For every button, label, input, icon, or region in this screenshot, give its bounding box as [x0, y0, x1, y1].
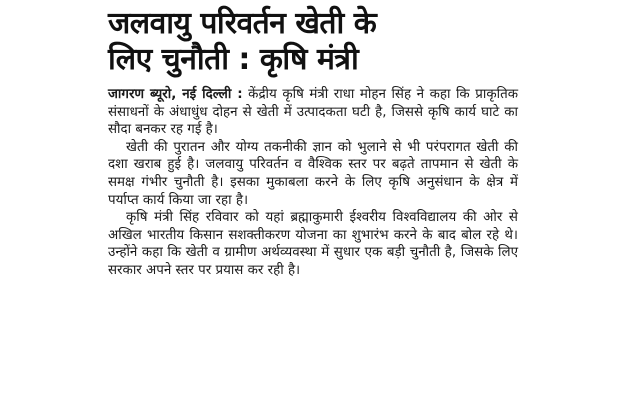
- paragraph-1-text: केंद्रीय कृषि मंत्री राधा मोहन सिंह ने कहा कि प्राकृतिक संसाधनों के अंधाधुंध दोहन से खेती में उत्पादकता घटी है, जिससे कृषि कार्य घाटे का सौदा बनकर रह गई है।: [108, 87, 518, 138]
- headline: [108, 6, 518, 78]
- paragraph-3: कृषि मंत्री सिंह रविवार को यहां ब्रह्माकुमारी ईश्वरीय विश्वविद्यालय की ओर से अखिल भारतीय किसान सशक्तीकरण योजना का शुभारंभ करने के बाद बोल रहे थे। उन्होंने कहा कि खेती व ग्रामीण अर्थव्यवस्था में सुधार एक बड़ी चुनौती है, जिसके लिए सरकार अपने स्तर पर प्रयास कर रही है।: [108, 210, 518, 278]
- paragraph-2: खेती की पुरातन और योग्य तकनीकी ज्ञान को भुलाने से भी परंपरागत खेती की दशा खराब हुई है। जलवायु परिवर्तन व वैश्विक स्तर पर बढ़ते तापमान से खेती के समक्ष गंभीर चुनौती है। इसका मुकाबला करने के लिए कृषि अनुसंधान के क्षेत्र में पर्याप्त कार्य किया जा रहा है।: [108, 139, 518, 208]
- dateline: जागरण ब्यूरो, नई दिल्ली :: [108, 87, 243, 102]
- headline-line-1: जलवायु परिवर्तन खेती के: [108, 6, 377, 41]
- news-article: [108, 6, 518, 280]
- article-body: [108, 86, 518, 280]
- headline-line-2: लिए चुनौती : कृषि मंत्री: [108, 42, 359, 77]
- paragraph-1: [108, 86, 518, 139]
